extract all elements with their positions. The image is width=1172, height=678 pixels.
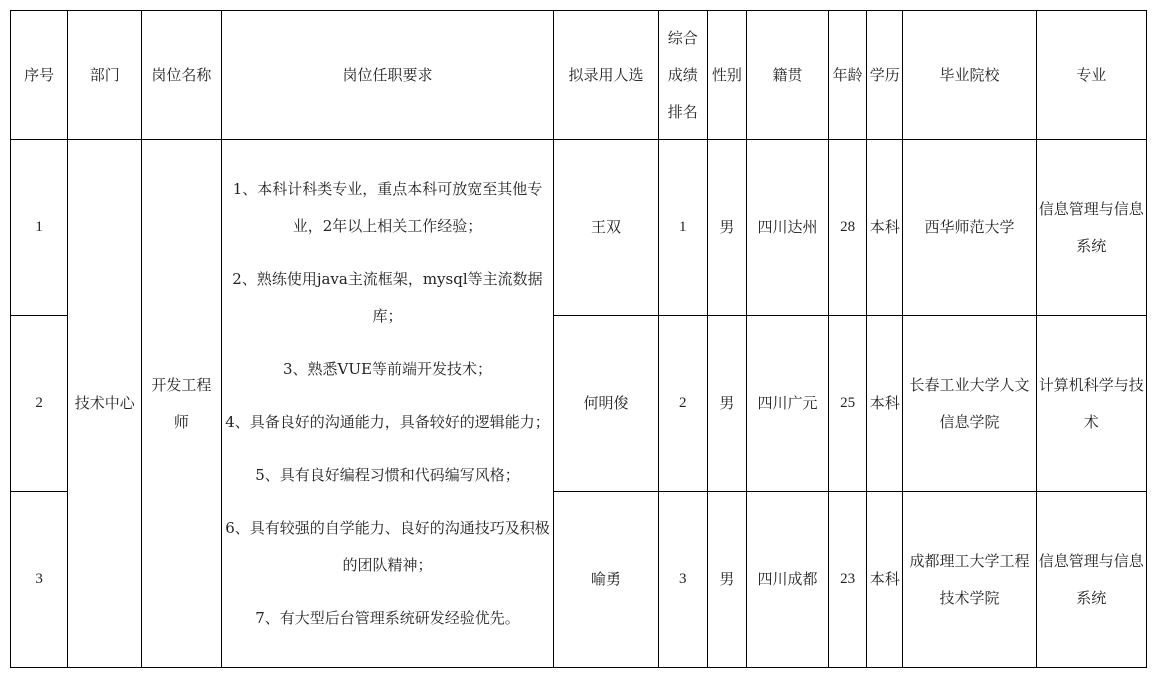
header-rank xyxy=(658,11,707,140)
requirement-item: 7、有大型后台管理系统研发经验优先。 xyxy=(255,608,520,627)
cell-school: 成都理工大学工程技术学院 xyxy=(903,492,1036,668)
header-hometown: 籍贯 xyxy=(746,11,828,140)
table-row xyxy=(11,140,1147,316)
cell-position xyxy=(142,140,221,668)
cell-school: 长春工业大学人文信息学院 xyxy=(903,316,1036,492)
requirement-item: 5、具有良好编程习惯和代码编写风格； xyxy=(255,465,520,484)
header-rank-line: 成绩 xyxy=(667,65,698,84)
requirement-item: 2、熟练使用java主流框架，mysql等主流数据库； xyxy=(232,269,543,325)
cell-candidate: 何明俊 xyxy=(554,316,658,492)
header-rank-line: 排名 xyxy=(667,102,698,121)
cell-education: 本科 xyxy=(867,492,903,668)
cell-education: 本科 xyxy=(867,316,903,492)
cell-hometown: 四川广元 xyxy=(746,316,828,492)
header-row xyxy=(11,11,1147,140)
requirement-item: 4、具备良好的沟通能力，具备较好的逻辑能力； xyxy=(225,412,550,431)
cell-education: 本科 xyxy=(867,140,903,316)
cell-rank: 1 xyxy=(658,140,707,316)
cell-major: 计算机科学与技术 xyxy=(1036,316,1146,492)
cell-hometown: 四川成都 xyxy=(746,492,828,668)
cell-candidate: 王双 xyxy=(554,140,658,316)
header-candidate: 拟录用人选 xyxy=(554,11,658,140)
header-age: 年龄 xyxy=(829,11,867,140)
cell-gender: 男 xyxy=(707,140,746,316)
header-requirements: 岗位任职要求 xyxy=(221,11,554,140)
cell-gender: 男 xyxy=(707,316,746,492)
cell-candidate: 喻勇 xyxy=(554,492,658,668)
cell-requirements xyxy=(221,140,554,668)
header-seq: 序号 xyxy=(11,11,68,140)
header-major: 专业 xyxy=(1036,11,1146,140)
header-dept: 部门 xyxy=(68,11,142,140)
cell-department: 技术中心 xyxy=(68,140,142,668)
header-school: 毕业院校 xyxy=(903,11,1036,140)
cell-seq: 2 xyxy=(11,316,68,492)
header-gender: 性别 xyxy=(707,11,746,140)
cell-age: 23 xyxy=(829,492,867,668)
header-rank-line: 综合 xyxy=(667,28,698,47)
requirement-item: 1、本科计科类专业，重点本科可放宽至其他专业，2年以上相关工作经验； xyxy=(232,179,543,235)
cell-age: 25 xyxy=(829,316,867,492)
cell-major: 信息管理与信息系统 xyxy=(1036,492,1146,668)
cell-rank: 2 xyxy=(658,316,707,492)
cell-age: 28 xyxy=(829,140,867,316)
cell-school: 西华师范大学 xyxy=(903,140,1036,316)
cell-hometown: 四川达州 xyxy=(746,140,828,316)
cell-gender: 男 xyxy=(707,492,746,668)
recruitment-table xyxy=(10,10,1147,668)
requirement-item: 6、具有较强的自学能力、良好的沟通技巧及积极的团队精神； xyxy=(225,518,550,574)
cell-seq: 3 xyxy=(11,492,68,668)
requirement-item: 3、熟悉VUE等前端开发技术； xyxy=(282,359,492,378)
cell-major: 信息管理与信息系统 xyxy=(1036,140,1146,316)
header-position: 岗位名称 xyxy=(142,11,221,140)
cell-rank: 3 xyxy=(658,492,707,668)
cell-seq: 1 xyxy=(11,140,68,316)
position-text: 开发工程师 xyxy=(151,375,212,431)
header-education: 学历 xyxy=(867,11,903,140)
